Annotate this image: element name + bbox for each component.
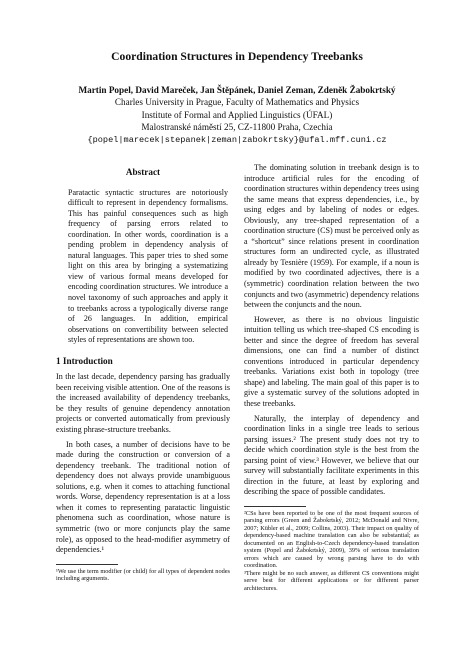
right-paragraph-1: The dominating solution in treebank design is to introduce artificial rules for the encoding of coordination structures within dependency trees using the same means that express dependencies, i.e., by using edges and by labeling of nodes or edges. Obviously, any tree-shaped representation of a coordination structure (CS) must be perceived only as a “shortcut” since relations present in coordination structures form an undirected cycle, as illustrated already by Tesnière (1959). For example, if a noun is modified by two coordinated adjectives, there is a (symmetric) coordination relation between the two conjuncts and two (asymmetric) dependency relations between the conjuncts and the noun. [244,163,419,310]
footnote-2: ²CSs have been reported to be one of the most frequent sources of parsing errors (Green and Žabokrtský, 2012; McDonald and Nivre, 2007; Kübler et al., 2009; Collins, 2003). Their impact on quality of dependency-based machine translation can also be substantial; as documented on an English-to-Czech dependency-based translation system (Popel and Žabokrtský, 2009), 39% of serious translation errors which are caused by wrong parsing have to do with coordination. [244,509,419,570]
right-paragraph-3: Naturally, the interplay of dependency and coordination links in a single tree leads to serious parsing issues.² The present study does not try to decide which coordination style is the best from the parsing point of view.³ However, we believe that our survey will substantially facilitate experiments in this direction in the future, at least by exploring and describing the space of possible candidates. [244,413,419,497]
affiliation-institute: Institute of Formal and Applied Linguistics (ÚFAL) [141,109,333,120]
footnote-1: ¹We use the term modifier (or child) for all types of dependent nodes including arguments. [56,567,230,583]
intro-paragraph-1: In the last decade, dependency parsing has gradually been receiving visible attention. One of the reasons is the increased availability of dependency treebanks, be they results of genuine dependency annotation projects or converted automatically from previously existing phrase-structure treebanks. [56,372,230,435]
right-column [244,163,419,592]
author-emails: {popel|marecek|stepanek|zeman|zabokrtsky}@ufal.mff.cuni.cz [87,134,387,145]
footnote-rule [244,506,306,507]
intro-paragraph-2: In both cases, a number of decisions have to be made during the construction or conversion of a dependency treebank. The traditional notion of dependency does not always provide unambiguous solutions, e.g. when it comes to attaching functional words. Worse, dependency representation is at a loss when it comes to representing paratactic linguistic phenomena such as coordination, whose nature is symmetric (two or more conjuncts play the same role), as opposed to the head-modifier asymmetry of dependencies.¹ [56,439,230,555]
left-column [56,163,230,583]
affiliation-university: Charles University in Prague, Faculty of Mathematics and Physics [114,97,360,108]
right-paragraph-2: However, as there is no obvious linguistic intuition telling us which tree-shaped CS encoding is better and since the degree of freedom has several dimensions, one can find a number of distinct conventions introduced in particular dependency treebanks. Variations exist both in topology (tree shape) and labeling. The main goal of this paper is to give a systematic survey of the solutions adopted in these treebanks. [244,314,419,409]
author-block [0,84,474,146]
paper-title: Coordination Structures in Dependency Treebanks [111,50,363,63]
abstract-text: Paratactic syntactic structures are notoriously difficult to represent in dependency formalisms. This has painful consequences such as high frequency of parsing errors related to coordination. In other words, coordination is a pending problem in dependency analysis of natural languages. This paper tries to shed some light on this area by bringing a systematizing view of various formal means developed for encoding coordination structures. We introduce a novel taxonomy of such approaches and apply it to treebanks across a typologically diverse range of 26 languages. In addition, empirical observations on convertibility between selected styles of representations are shown too. [68,187,228,345]
footnote-rule [56,564,118,565]
footnote-3: ³There might be no such answer, as different CS conventions might serve best for different applications or for different parser architectures. [244,569,419,592]
affiliation-address: Malostranské náměstí 25, CZ-11800 Praha, Czechia [141,122,333,133]
abstract-heading: Abstract [125,167,161,177]
section-heading-introduction: 1 Introduction [56,355,113,366]
author-names: Martin Popel, David Mareček, Jan Štěpánek, Daniel Zeman, Zdeněk Žabokrtský [78,85,396,95]
